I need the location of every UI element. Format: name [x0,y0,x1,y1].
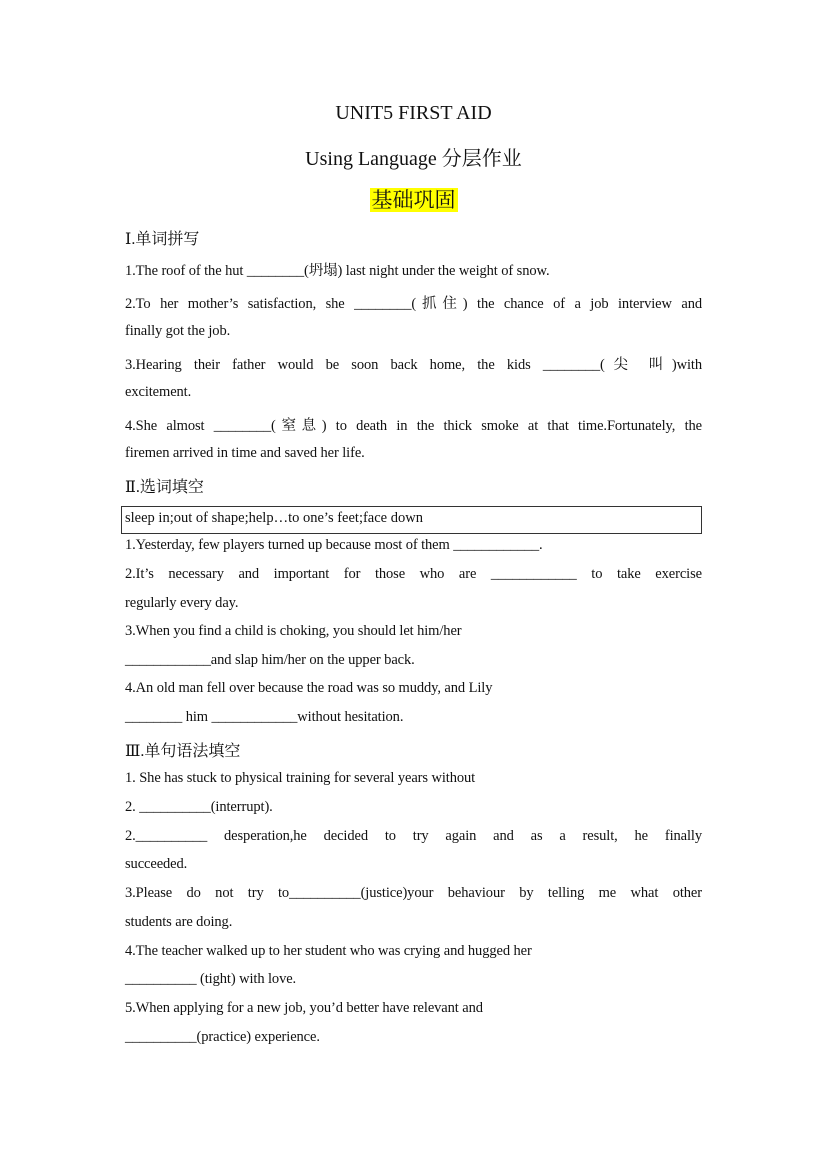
s1-line-3: finally got the job. [125,323,231,339]
s3-line-5: 3.Please do not try to__________(justice)your behaviour by telling me what other [125,885,702,901]
s3-line-1: 1. She has stuck to physical training for several years without [125,770,476,786]
s3-line-6: students are doing. [125,914,233,930]
lesson-subtitle: Using Language 分层作业 [305,148,522,170]
s1-line-7: firemen arrived in time and saved her life. [125,445,365,461]
level-highlight: 基础巩固 [371,188,456,212]
s1-line-4: 3.Hearing their father would be soon back home, the kids ________(尖 叫)with [125,357,702,373]
s2-line-7: ________ him ____________without hesitation. [125,709,404,725]
s3-line-8: __________ (tight) with love. [125,971,297,987]
word-box: sleep in;out of shape;help…to one’s feet;face down [121,506,702,534]
s1-line-2: 2.To her mother’s satisfaction, she ________(抓住) the chance of a job interview and [125,296,702,312]
s3-line-4: succeeded. [125,856,188,872]
level-title [0,184,827,214]
s1-line-1: 1.The roof of the hut ________(坍塌) last night under the weight of snow. [125,263,550,279]
s1-line-6: 4.She almost ________(窒息) to death in the thick smoke at that time.Fortunately, the [125,418,702,434]
section1-heading: Ⅰ.单词拼写 [125,231,200,248]
s1-line-5: excitement. [125,384,192,400]
s2-line-4: 3.When you find a child is choking, you should let him/her [125,623,462,639]
s3-line-9: 5.When applying for a new job, you’d better have relevant and [125,1000,483,1016]
section3-heading: Ⅲ.单句语法填空 [125,743,241,760]
s2-line-2: 2.It’s necessary and important for those who are ____________ to take exercise [125,566,702,582]
s3-line-2: 2. __________(interrupt). [125,799,273,815]
s3-line-7: 4.The teacher walked up to her student who was crying and hugged her [125,943,532,959]
s2-line-3: regularly every day. [125,595,239,611]
s2-line-6: 4.An old man fell over because the road was so muddy, and Lily [125,680,493,696]
s2-line-5: ____________and slap him/her on the upper back. [125,652,415,668]
s2-line-1: 1.Yesterday, few players turned up because most of them ____________. [125,537,543,553]
s3-line-3: 2.__________ desperation,he decided to try again and as a result, he finally [125,828,702,844]
unit-title: UNIT5 FIRST AID [335,102,492,124]
section2-heading: Ⅱ.选词填空 [125,479,204,496]
s3-line-10: __________(practice) experience. [125,1029,320,1045]
